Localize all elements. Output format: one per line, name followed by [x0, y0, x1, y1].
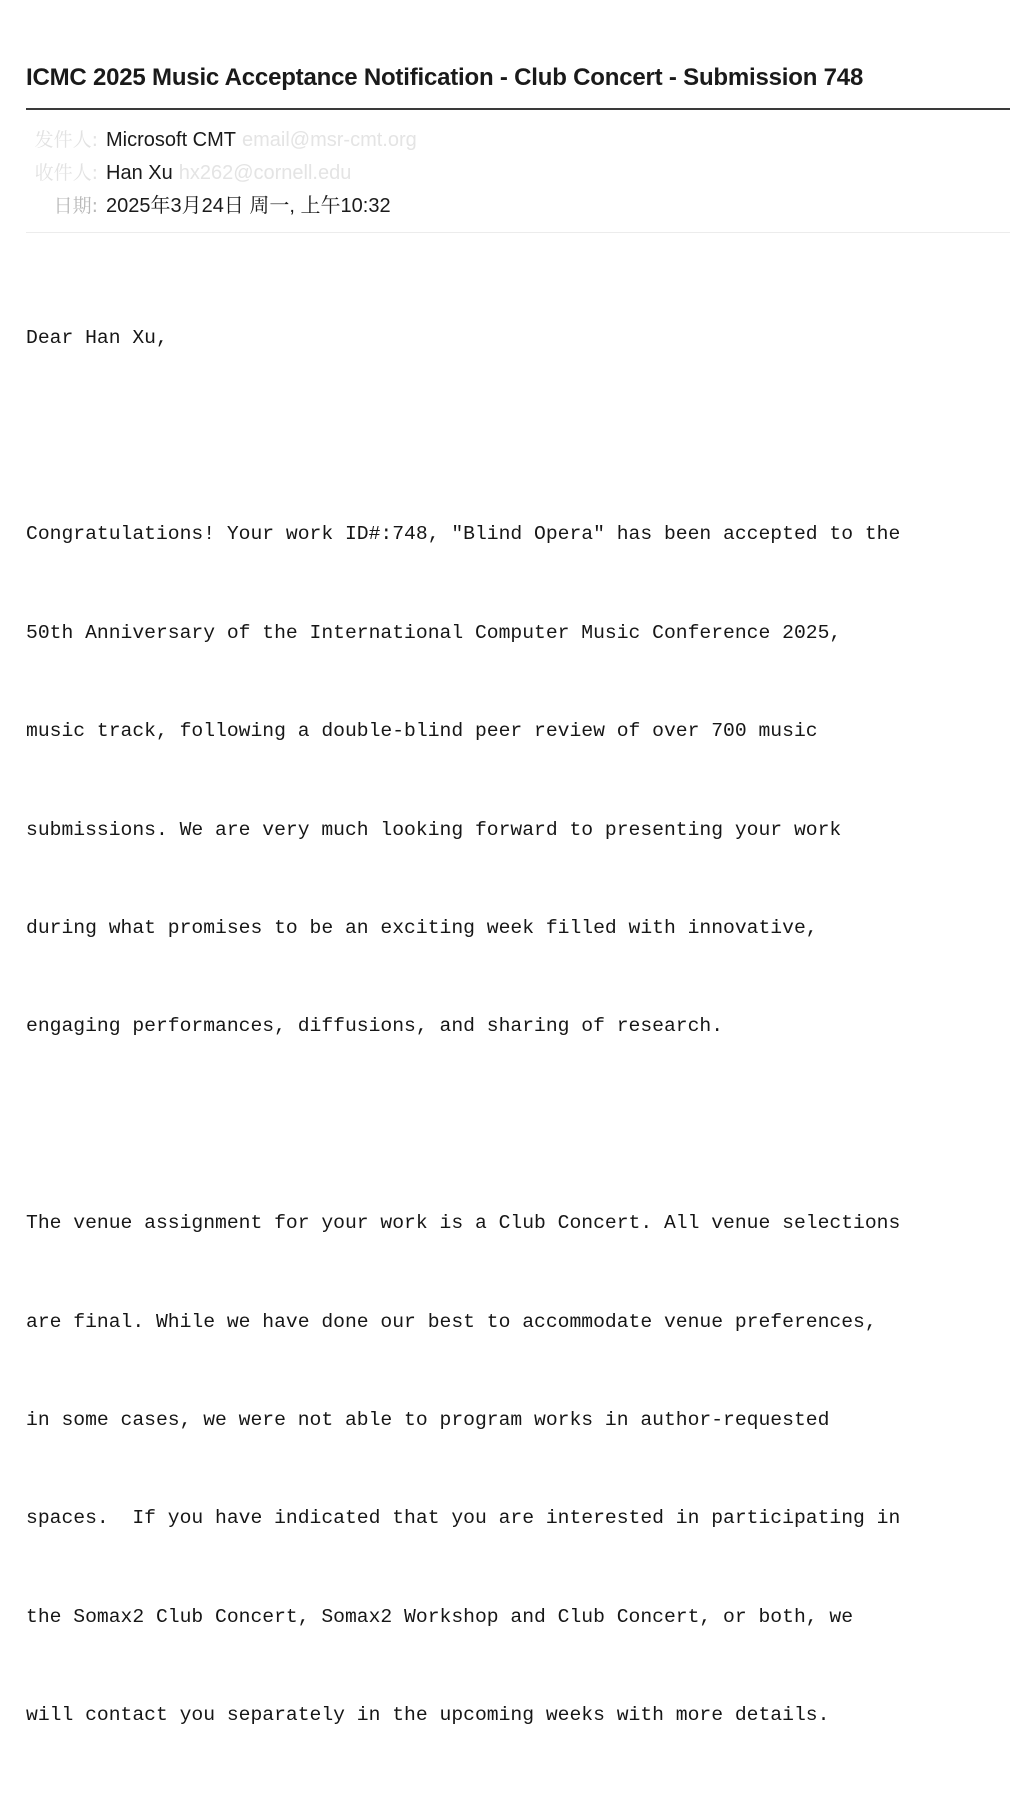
- header-divider: [26, 232, 1010, 233]
- body-line: The venue assignment for your work is a Club Concert. All venue selections: [26, 1212, 901, 1235]
- blank-line: [26, 1109, 1016, 1142]
- sender-name[interactable]: Microsoft CMT: [106, 129, 236, 151]
- body-line: submissions. We are very much looking forward to presenting your work: [26, 818, 842, 841]
- greeting: Dear Han Xu,: [26, 326, 168, 349]
- body-line: will contact you separately in the upcoming weeks with more details.: [26, 1704, 830, 1727]
- date-value: 2025年3月24日 周一, 上午10:32: [106, 195, 391, 217]
- date-row: [26, 192, 391, 220]
- subject-divider: [26, 108, 1010, 110]
- body-line: the Somax2 Club Concert, Somax2 Workshop and Club Concert, or both, we: [26, 1605, 854, 1628]
- to-label: 收件人:: [34, 162, 98, 184]
- body-line: music track, following a double-blind peer review of over 700 music: [26, 720, 818, 743]
- sender-email[interactable]: email@msr-cmt.org: [242, 129, 417, 151]
- email-subject: ICMC 2025 Music Acceptance Notification - Club Concert - Submission 748: [26, 64, 864, 91]
- to-row: [26, 159, 351, 187]
- date-label: 日期:: [53, 195, 98, 217]
- email-body: [26, 256, 1016, 1797]
- body-line: 50th Anniversary of the International Computer Music Conference 2025,: [26, 621, 842, 644]
- body-line: are final. While we have done our best to accommodate venue preferences,: [26, 1310, 877, 1333]
- recipient-name[interactable]: Han Xu: [106, 162, 173, 184]
- body-line: spaces. If you have indicated that you are interested in participating in: [26, 1507, 901, 1530]
- recipient-email[interactable]: hx262@cornell.edu: [178, 162, 352, 184]
- from-label: 发件人:: [34, 129, 98, 151]
- body-line: during what promises to be an exciting week filled with innovative,: [26, 916, 818, 939]
- from-row: [26, 126, 417, 154]
- blank-line: [26, 420, 1016, 453]
- body-line: in some cases, we were not able to program works in author-requested: [26, 1408, 830, 1431]
- body-line: engaging performances, diffusions, and sharing of research.: [26, 1015, 724, 1038]
- body-line: Congratulations! Your work ID#:748, "Blind Opera" has been accepted to the: [26, 523, 901, 546]
